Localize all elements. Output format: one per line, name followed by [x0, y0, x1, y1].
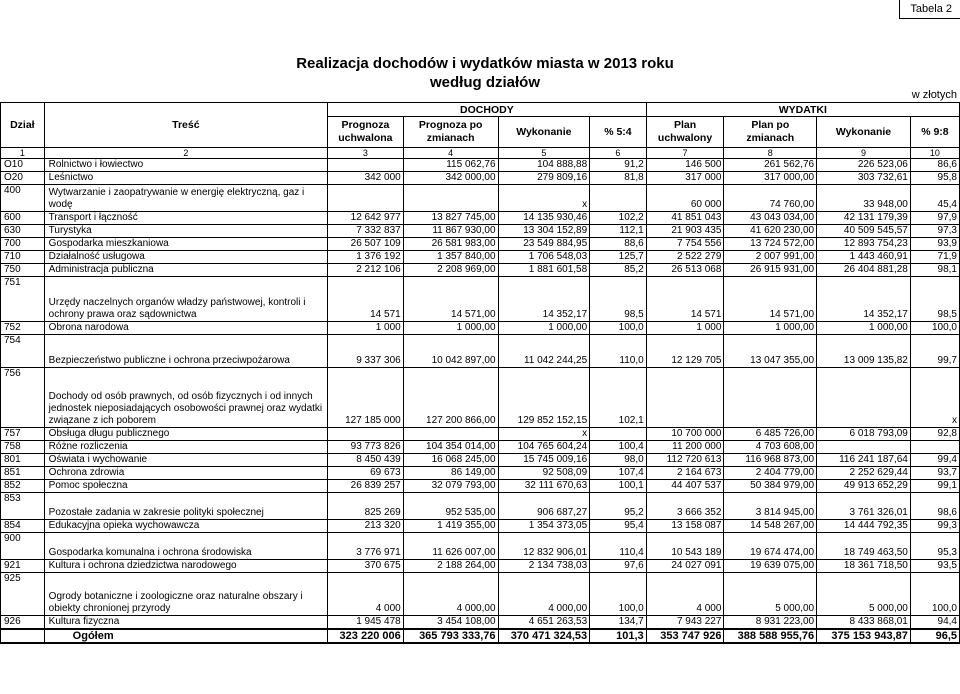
- row-name: Obrona narodowa: [44, 322, 327, 335]
- row-cell-c3: 342 000: [328, 172, 404, 185]
- row-cell-c6: [590, 428, 647, 441]
- table-row: [1, 172, 960, 185]
- row-cell-c4: 2 188 264,00: [403, 560, 498, 573]
- row-cell-c7: 11 200 000: [646, 441, 724, 454]
- row-cell-c9: 33 948,00: [817, 185, 911, 212]
- row-code: 921: [1, 560, 45, 573]
- row-cell-c6: 125,7: [590, 251, 647, 264]
- row-cell-c10: 99,1: [910, 480, 959, 493]
- row-cell-c4: 3 454 108,00: [403, 616, 498, 630]
- row-cell-c6: 98,5: [590, 277, 647, 322]
- row-cell-c10: 99,4: [910, 454, 959, 467]
- total-cell: 375 153 943,87: [817, 629, 911, 643]
- row-cell-c9: 116 241 187,64: [817, 454, 911, 467]
- row-code: 600: [1, 212, 45, 225]
- row-cell-c10: [910, 441, 959, 454]
- column-number: 1: [1, 148, 45, 159]
- row-cell-c8: 41 620 230,00: [724, 225, 817, 238]
- row-cell-c8: 14 548 267,00: [724, 520, 817, 533]
- row-cell-c10: 86,6: [910, 159, 959, 172]
- row-cell-c4: 13 827 745,00: [403, 212, 498, 225]
- row-cell-c3: 26 507 109: [328, 238, 404, 251]
- row-name: Kultura i ochrona dziedzictwa narodowego: [44, 560, 327, 573]
- row-cell-c6: 97,6: [590, 560, 647, 573]
- table-row: [1, 335, 960, 368]
- row-cell-c9: 303 732,61: [817, 172, 911, 185]
- row-cell-c6: 88,6: [590, 238, 647, 251]
- row-cell-c4: 10 042 897,00: [403, 335, 498, 368]
- row-name: Działalność usługowa: [44, 251, 327, 264]
- row-cell-c8: 2 404 779,00: [724, 467, 817, 480]
- row-cell-c10: 98,1: [910, 264, 959, 277]
- column-number: 6: [590, 148, 647, 159]
- table-row: [1, 480, 960, 493]
- row-cell-c10: 94,4: [910, 616, 959, 630]
- row-cell-c4: 11 626 007,00: [403, 533, 498, 560]
- row-cell-c6: 98,0: [590, 454, 647, 467]
- row-name: Kultura fizyczna: [44, 616, 327, 630]
- row-cell-c5: 4 000,00: [498, 573, 590, 616]
- row-cell-c7: 4 000: [646, 573, 724, 616]
- row-cell-c5: 1 706 548,03: [498, 251, 590, 264]
- row-name: Urzędy naczelnych organów władzy państwowej, kontroli i ochrony prawa oraz sądownictwa: [44, 277, 327, 322]
- row-cell-c5: 13 304 152,89: [498, 225, 590, 238]
- row-code: 750: [1, 264, 45, 277]
- table-row: [1, 225, 960, 238]
- row-cell-c9: 26 404 881,28: [817, 264, 911, 277]
- header-procent-9-8: % 9:8: [910, 117, 959, 148]
- row-cell-c9: 13 009 135,82: [817, 335, 911, 368]
- row-cell-c5: 23 549 884,95: [498, 238, 590, 251]
- row-name: Leśnictwo: [44, 172, 327, 185]
- row-code: 400: [1, 185, 45, 212]
- row-code: 851: [1, 467, 45, 480]
- row-cell-c7: 26 513 068: [646, 264, 724, 277]
- row-code: O10: [1, 159, 45, 172]
- total-cell: 370 471 324,53: [498, 629, 590, 643]
- row-cell-c7: 12 129 705: [646, 335, 724, 368]
- row-cell-c4: [403, 185, 498, 212]
- row-cell-c9: 40 509 545,57: [817, 225, 911, 238]
- row-cell-c3: 26 839 257: [328, 480, 404, 493]
- row-cell-c7: [646, 368, 724, 428]
- row-cell-c7: 10 543 189: [646, 533, 724, 560]
- row-cell-c4: 127 200 866,00: [403, 368, 498, 428]
- unit-note: w złotych: [911, 89, 957, 101]
- table-row: [1, 520, 960, 533]
- row-code: 751: [1, 277, 45, 322]
- row-cell-c7: 21 903 435: [646, 225, 724, 238]
- column-number: 7: [646, 148, 724, 159]
- row-code: 926: [1, 616, 45, 630]
- row-name: Administracja publiczna: [44, 264, 327, 277]
- row-cell-c10: 97,9: [910, 212, 959, 225]
- row-cell-c4: 32 079 793,00: [403, 480, 498, 493]
- row-cell-c9: 8 433 868,01: [817, 616, 911, 630]
- row-cell-c4: [403, 428, 498, 441]
- row-name: Dochody od osób prawnych, od osób fizycznych i od innych jednostek nieposiadających osobowości prawnej oraz wydatki związane z ich poborem: [44, 368, 327, 428]
- row-cell-c9: 14 444 792,35: [817, 520, 911, 533]
- row-code: 700: [1, 238, 45, 251]
- row-cell-c9: 6 018 793,09: [817, 428, 911, 441]
- row-cell-c6: 91,2: [590, 159, 647, 172]
- row-cell-c6: 85,2: [590, 264, 647, 277]
- total-cell: 101,3: [590, 629, 647, 643]
- row-cell-c5: 32 111 670,63: [498, 480, 590, 493]
- row-cell-c6: 95,4: [590, 520, 647, 533]
- row-cell-c5: x: [498, 185, 590, 212]
- row-cell-c4: 14 571,00: [403, 277, 498, 322]
- row-cell-c3: 8 450 439: [328, 454, 404, 467]
- row-cell-c7: 14 571: [646, 277, 724, 322]
- row-cell-c4: 2 208 969,00: [403, 264, 498, 277]
- row-cell-c3: 1 945 478: [328, 616, 404, 630]
- table-total: [1, 629, 960, 643]
- row-cell-c7: 7 943 227: [646, 616, 724, 630]
- row-cell-c3: [328, 159, 404, 172]
- row-cell-c10: 98,6: [910, 493, 959, 520]
- row-cell-c9: 3 761 326,01: [817, 493, 911, 520]
- total-cell: 353 747 926: [646, 629, 724, 643]
- row-cell-c5: 92 508,09: [498, 467, 590, 480]
- row-cell-c9: 18 361 718,50: [817, 560, 911, 573]
- total-row: [1, 629, 960, 643]
- row-cell-c3: 12 642 977: [328, 212, 404, 225]
- row-name: Ogrody botaniczne i zoologiczne oraz naturalne obszary i obiekty chronionej przyrody: [44, 573, 327, 616]
- table-row: [1, 159, 960, 172]
- row-cell-c8: [724, 368, 817, 428]
- row-code: 710: [1, 251, 45, 264]
- row-cell-c7: 44 407 537: [646, 480, 724, 493]
- row-cell-c8: 43 043 034,00: [724, 212, 817, 225]
- row-cell-c9: 1 443 460,91: [817, 251, 911, 264]
- row-name: Pozostałe zadania w zakresie polityki społecznej: [44, 493, 327, 520]
- row-cell-c10: 100,0: [910, 573, 959, 616]
- row-code: 758: [1, 441, 45, 454]
- row-cell-c7: 1 000: [646, 322, 724, 335]
- row-name: Bezpieczeństwo publiczne i ochrona przeciwpożarowa: [44, 335, 327, 368]
- row-code: 853: [1, 493, 45, 520]
- row-cell-c8: 3 814 945,00: [724, 493, 817, 520]
- table-row: [1, 368, 960, 428]
- total-cell: 388 588 955,76: [724, 629, 817, 643]
- row-cell-c4: 26 581 983,00: [403, 238, 498, 251]
- row-cell-c8: 19 674 474,00: [724, 533, 817, 560]
- row-cell-c3: 825 269: [328, 493, 404, 520]
- row-cell-c8: 26 915 931,00: [724, 264, 817, 277]
- row-name: Różne rozliczenia: [44, 441, 327, 454]
- column-number: 4: [403, 148, 498, 159]
- row-cell-c6: 107,4: [590, 467, 647, 480]
- row-cell-c5: 4 651 263,53: [498, 616, 590, 630]
- row-cell-c7: 7 754 556: [646, 238, 724, 251]
- row-cell-c6: 110,0: [590, 335, 647, 368]
- row-cell-c4: 115 062,76: [403, 159, 498, 172]
- row-cell-c5: 12 832 906,01: [498, 533, 590, 560]
- row-cell-c7: 13 158 087: [646, 520, 724, 533]
- row-name: Edukacyjna opieka wychowawcza: [44, 520, 327, 533]
- row-cell-c8: 14 571,00: [724, 277, 817, 322]
- page-label: Tabela 2: [899, 0, 960, 19]
- row-cell-c4: 1 419 355,00: [403, 520, 498, 533]
- row-cell-c9: [817, 441, 911, 454]
- table-row: [1, 467, 960, 480]
- row-cell-c4: 86 149,00: [403, 467, 498, 480]
- header-wydatki: WYDATKI: [646, 103, 959, 117]
- table-row: [1, 428, 960, 441]
- row-cell-c8: 1 000,00: [724, 322, 817, 335]
- row-cell-c6: 100,4: [590, 441, 647, 454]
- header-tresc: Treść: [44, 103, 327, 148]
- table-row: [1, 277, 960, 322]
- row-cell-c10: 92,8: [910, 428, 959, 441]
- row-cell-c4: 952 535,00: [403, 493, 498, 520]
- row-cell-c7: 60 000: [646, 185, 724, 212]
- table-row: [1, 212, 960, 225]
- row-cell-c8: 8 931 223,00: [724, 616, 817, 630]
- row-cell-c5: 1 000,00: [498, 322, 590, 335]
- row-cell-c8: 116 968 873,00: [724, 454, 817, 467]
- row-code: 854: [1, 520, 45, 533]
- row-cell-c5: 15 745 009,16: [498, 454, 590, 467]
- total-cell: 96,5: [910, 629, 959, 643]
- row-cell-c3: 370 675: [328, 560, 404, 573]
- row-cell-c3: [328, 428, 404, 441]
- header-plan-uchwalony: Plan uchwalony: [646, 117, 724, 148]
- row-cell-c9: 2 252 629,44: [817, 467, 911, 480]
- column-number: 10: [910, 148, 959, 159]
- row-cell-c10: 93,5: [910, 560, 959, 573]
- column-number: 9: [817, 148, 911, 159]
- table-row: [1, 441, 960, 454]
- table-row: [1, 251, 960, 264]
- row-cell-c8: 13 047 355,00: [724, 335, 817, 368]
- table-row: [1, 322, 960, 335]
- row-cell-c7: 112 720 613: [646, 454, 724, 467]
- row-cell-c9: 1 000,00: [817, 322, 911, 335]
- row-code: 754: [1, 335, 45, 368]
- row-cell-c5: 1 881 601,58: [498, 264, 590, 277]
- row-cell-c10: 100,0: [910, 322, 959, 335]
- page-title: [280, 54, 690, 92]
- row-cell-c5: 279 809,16: [498, 172, 590, 185]
- row-cell-c3: 3 776 971: [328, 533, 404, 560]
- row-cell-c5: x: [498, 428, 590, 441]
- row-cell-c8: 13 724 572,00: [724, 238, 817, 251]
- row-cell-c7: 2 164 673: [646, 467, 724, 480]
- row-cell-c7: 146 500: [646, 159, 724, 172]
- row-name: Turystyka: [44, 225, 327, 238]
- row-name: Wytwarzanie i zaopatrywanie w energię elektryczną, gaz i wodę: [44, 185, 327, 212]
- row-cell-c3: 2 212 106: [328, 264, 404, 277]
- row-cell-c10: 95,8: [910, 172, 959, 185]
- row-cell-c3: [328, 185, 404, 212]
- row-cell-c3: 14 571: [328, 277, 404, 322]
- row-cell-c5: 104 765 604,24: [498, 441, 590, 454]
- row-cell-c4: 11 867 930,00: [403, 225, 498, 238]
- row-cell-c8: 4 703 608,00: [724, 441, 817, 454]
- row-cell-c6: 110,4: [590, 533, 647, 560]
- row-cell-c10: 93,7: [910, 467, 959, 480]
- row-cell-c9: 5 000,00: [817, 573, 911, 616]
- row-code: 925: [1, 573, 45, 616]
- row-cell-c9: 42 131 179,39: [817, 212, 911, 225]
- row-cell-c10: 97,3: [910, 225, 959, 238]
- row-cell-c8: 317 000,00: [724, 172, 817, 185]
- row-cell-c9: 18 749 463,50: [817, 533, 911, 560]
- row-cell-c6: 112,1: [590, 225, 647, 238]
- row-cell-c10: 99,3: [910, 520, 959, 533]
- row-cell-c7: 2 522 279: [646, 251, 724, 264]
- row-name: Transport i łączność: [44, 212, 327, 225]
- row-cell-c10: 99,7: [910, 335, 959, 368]
- row-name: Ochrona zdrowia: [44, 467, 327, 480]
- row-cell-c3: 1 376 192: [328, 251, 404, 264]
- row-cell-c6: 95,2: [590, 493, 647, 520]
- row-name: Oświata i wychowanie: [44, 454, 327, 467]
- row-cell-c8: 50 384 979,00: [724, 480, 817, 493]
- row-cell-c7: 24 027 091: [646, 560, 724, 573]
- table-row: [1, 264, 960, 277]
- header-wykonanie-wydatki: Wykonanie: [817, 117, 911, 148]
- header-dzial: Dział: [1, 103, 45, 148]
- row-name: Gospodarka komunalna i ochrona środowiska: [44, 533, 327, 560]
- row-cell-c5: 906 687,27: [498, 493, 590, 520]
- row-cell-c6: 102,2: [590, 212, 647, 225]
- row-cell-c9: 14 352,17: [817, 277, 911, 322]
- header-plan-po-zmianach: Plan po zmianach: [724, 117, 817, 148]
- row-cell-c5: 1 354 373,05: [498, 520, 590, 533]
- row-cell-c6: [590, 185, 647, 212]
- row-cell-c8: 261 562,76: [724, 159, 817, 172]
- column-number: 5: [498, 148, 590, 159]
- row-code: 756: [1, 368, 45, 428]
- row-cell-c4: 16 068 245,00: [403, 454, 498, 467]
- row-cell-c9: 226 523,06: [817, 159, 911, 172]
- row-cell-c7: 317 000: [646, 172, 724, 185]
- header-dochody: DOCHODY: [328, 103, 647, 117]
- row-code: 630: [1, 225, 45, 238]
- table-row: [1, 185, 960, 212]
- row-cell-c3: 127 185 000: [328, 368, 404, 428]
- column-number: 3: [328, 148, 404, 159]
- row-cell-c7: 10 700 000: [646, 428, 724, 441]
- row-cell-c3: 93 773 826: [328, 441, 404, 454]
- header-prognoza-uchwalona: Prognoza uchwalona: [328, 117, 404, 148]
- row-cell-c3: 1 000: [328, 322, 404, 335]
- table-body: [1, 159, 960, 630]
- row-cell-c10: 45,4: [910, 185, 959, 212]
- row-cell-c8: 5 000,00: [724, 573, 817, 616]
- row-cell-c9: [817, 368, 911, 428]
- row-cell-c10: 71,9: [910, 251, 959, 264]
- row-cell-c5: 129 852 152,15: [498, 368, 590, 428]
- row-code: 752: [1, 322, 45, 335]
- row-cell-c6: 100,0: [590, 573, 647, 616]
- row-cell-c3: 7 332 837: [328, 225, 404, 238]
- row-cell-c5: 11 042 244,25: [498, 335, 590, 368]
- row-cell-c5: 2 134 738,03: [498, 560, 590, 573]
- table-row: [1, 616, 960, 630]
- row-cell-c6: 100,1: [590, 480, 647, 493]
- row-code: 801: [1, 454, 45, 467]
- row-cell-c4: 1 000,00: [403, 322, 498, 335]
- total-code: [1, 629, 45, 643]
- row-cell-c10: 93,9: [910, 238, 959, 251]
- row-cell-c4: 1 357 840,00: [403, 251, 498, 264]
- row-code: 852: [1, 480, 45, 493]
- row-code: 900: [1, 533, 45, 560]
- row-cell-c8: 19 639 075,00: [724, 560, 817, 573]
- row-cell-c9: 49 913 652,29: [817, 480, 911, 493]
- row-cell-c6: 100,0: [590, 322, 647, 335]
- header-prognoza-po-zmianach: Prognoza po zmianach: [403, 117, 498, 148]
- header-procent-5-4: % 5:4: [590, 117, 647, 148]
- row-code: 757: [1, 428, 45, 441]
- row-cell-c8: 6 485 726,00: [724, 428, 817, 441]
- row-cell-c6: 102,1: [590, 368, 647, 428]
- row-cell-c10: x: [910, 368, 959, 428]
- row-cell-c4: 104 354 014,00: [403, 441, 498, 454]
- row-cell-c5: 14 352,17: [498, 277, 590, 322]
- header-wykonanie-dochody: Wykonanie: [498, 117, 590, 148]
- row-name: Gospodarka mieszkaniowa: [44, 238, 327, 251]
- row-cell-c5: 104 888,88: [498, 159, 590, 172]
- row-cell-c10: 98,5: [910, 277, 959, 322]
- table-row: [1, 560, 960, 573]
- row-cell-c10: 95,3: [910, 533, 959, 560]
- row-cell-c5: 14 135 930,46: [498, 212, 590, 225]
- budget-table: [0, 102, 960, 644]
- table-row: [1, 238, 960, 251]
- total-cell: 365 793 333,76: [403, 629, 498, 643]
- row-name: Pomoc społeczna: [44, 480, 327, 493]
- row-name: Rolnictwo i łowiectwo: [44, 159, 327, 172]
- row-cell-c7: 3 666 352: [646, 493, 724, 520]
- row-cell-c3: 9 337 306: [328, 335, 404, 368]
- table-row: [1, 454, 960, 467]
- table-row: [1, 573, 960, 616]
- column-number: 2: [44, 148, 327, 159]
- row-name: Obsługa długu publicznego: [44, 428, 327, 441]
- row-cell-c4: 4 000,00: [403, 573, 498, 616]
- row-cell-c3: 69 673: [328, 467, 404, 480]
- row-cell-c3: 4 000: [328, 573, 404, 616]
- row-cell-c9: 12 893 754,23: [817, 238, 911, 251]
- table-row: [1, 493, 960, 520]
- row-cell-c7: 41 851 043: [646, 212, 724, 225]
- row-cell-c8: 74 760,00: [724, 185, 817, 212]
- total-label: Ogółem: [44, 629, 327, 643]
- total-cell: 323 220 006: [328, 629, 404, 643]
- table-row: [1, 533, 960, 560]
- row-code: O20: [1, 172, 45, 185]
- title-line-2: według działów: [429, 74, 540, 91]
- column-number: 8: [724, 148, 817, 159]
- title-line-1: Realizacja dochodów i wydatków miasta w 2013 roku: [296, 55, 674, 72]
- row-cell-c3: 213 320: [328, 520, 404, 533]
- row-cell-c8: 2 007 991,00: [724, 251, 817, 264]
- row-cell-c6: 134,7: [590, 616, 647, 630]
- row-cell-c6: 81,8: [590, 172, 647, 185]
- row-cell-c4: 342 000,00: [403, 172, 498, 185]
